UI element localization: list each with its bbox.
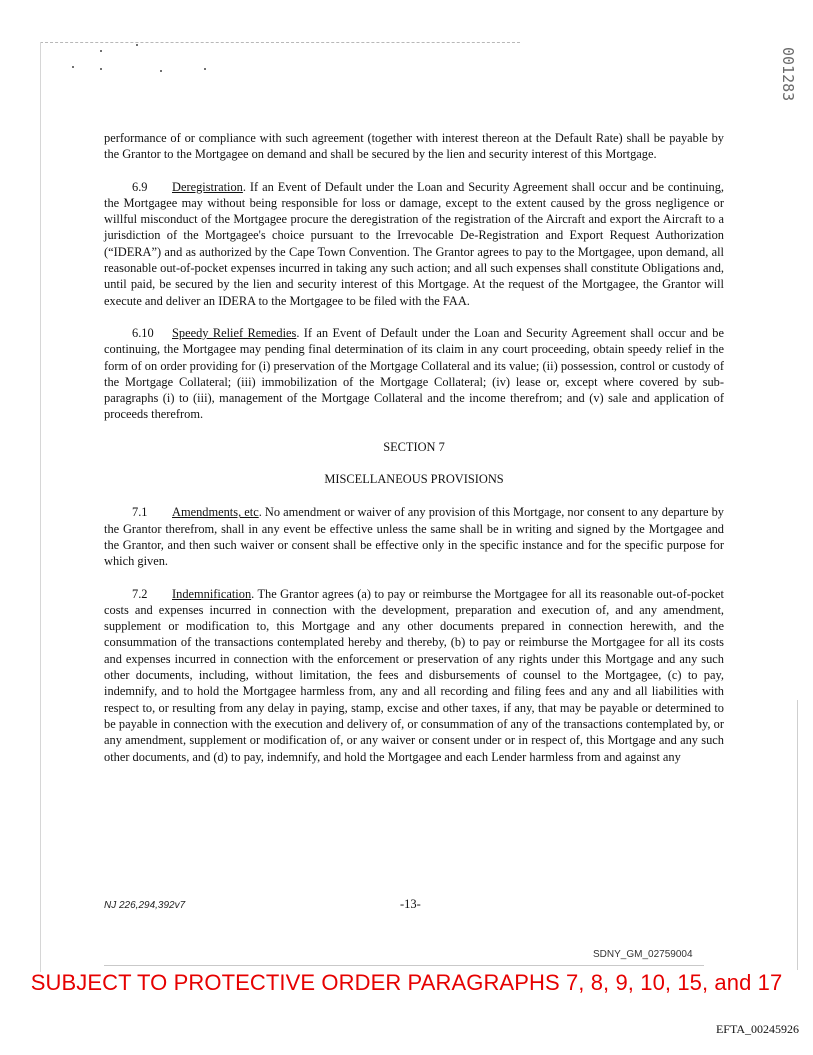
paragraph-7-2 (104, 586, 724, 765)
scan-speck (204, 68, 206, 70)
paragraph-continuation: performance of or compliance with such agreement (together with interest thereon at the Default Rate) shall be payable by the Grantor to the Mortgagee on demand and shall be secured by the lien and security interest of this Mortgage. (104, 131, 724, 162)
paragraph-text: . If an Event of Default under the Loan and Security Agreement shall occur and be continuing, the Mortgagee may pending final determination of its claim in any court proceeding, obtain speedy relief in the form of on order providing for (i) preservation of the Mortgage Collateral and its value; (ii) possession, control or custody of the Mortgage Collateral; (iii) immobilization of the Mortgage Collateral; (iv) lease or, except where covered by sub-paragraphs (i) to (iii), management of the Mortgage Collateral and the income therefrom; and (v) sale and application of proceeds therefrom. (104, 325, 724, 422)
side-page-stamp (776, 47, 800, 102)
scan-edge-top (40, 42, 520, 43)
scan-speck (100, 50, 102, 52)
scan-speck (72, 66, 74, 68)
paragraph-6-9 (104, 179, 724, 309)
document-body (104, 130, 724, 781)
bates-number: SDNY_GM_02759004 (593, 949, 693, 960)
section-heading-block (104, 439, 724, 488)
scan-edge-left (40, 42, 41, 972)
paragraph-6-10 (104, 325, 724, 423)
paragraph-text: . If an Event of Default under the Loan and Security Agreement shall occur and be continuing, the Mortgagee may without being responsible for loss or damage, except to the extent caused by the gross negligence or willful misconduct of the Mortgagee procure the deregistration of the registration of the Aircraft and export the Aircraft to a jurisdiction of the Mortgagee's choice pursuant to the Irrevocable De-Registration and Export Request Authorization (“IDERA”) and as authorized by the Cape Town Convention. The Grantor agrees to pay to the Mortgagee, upon demand, all reasonable out-of-pocket expenses incurred in taking any such action; and all such expenses shall constitute Obligations and, until paid, be secured by the lien and security interest of this Mortgage. At the request of the Mortgagee, the Grantor will execute and deliver an IDERA to the Mortgagee to be filed with the FAA. (104, 179, 724, 308)
paragraph-number: 6.9 (132, 179, 148, 194)
paragraph-number: 7.2 (132, 586, 148, 601)
paragraph-7-1 (104, 504, 724, 569)
paragraph-text: . No amendment or waiver of any provision of this Mortgage, nor consent to any departure by the Grantor therefrom, shall in any event be effective unless the same shall be in writing and signed by the Mortgagee and the Grantor, and then such waiver or consent shall be effective only in the specific instance and for the specific purpose for which given. (104, 505, 724, 569)
paragraph-number: 6.10 (132, 325, 154, 340)
paragraph-heading: Deregistration (172, 179, 243, 194)
paragraph-number: 7.1 (132, 505, 148, 520)
scan-speck (136, 44, 138, 46)
section-number: SECTION 7 (383, 439, 445, 454)
scan-edge-right (797, 700, 798, 970)
document-id: NJ 226,294,392v7 (104, 900, 186, 911)
paragraph-heading: Speedy Relief Remedies (172, 325, 297, 340)
efta-number: EFTA_00245926 (715, 1022, 799, 1036)
page-number: -13- (400, 897, 421, 911)
scan-speck (160, 70, 162, 72)
paragraph-heading: Amendments, etc (172, 505, 259, 520)
scan-speck (100, 68, 102, 70)
protective-order-notice: SUBJECT TO PROTECTIVE ORDER PARAGRAPHS 7, 8, 9, 10, 15, and 17 (30, 970, 783, 995)
side-page-stamp-text: 001283 (779, 47, 797, 102)
footer-rule (104, 965, 704, 966)
section-title: MISCELLANEOUS PROVISIONS (324, 472, 504, 487)
paragraph-heading: Indemnification (172, 586, 252, 601)
paragraph-text: . The Grantor agrees (a) to pay or reimburse the Mortgagee for all its reasonable out-of-pocket costs and expenses incurred in connection with the development, preparation and execution of, and any amendment, supplement or modification to, this Mortgage and any other documents prepared in connection herewith, and the consummation of the transactions contemplated hereby and thereby, (b) to pay or reimburse the Mortgagee for all its costs and expenses incurred in connection with the enforcement or preservation of any rights under this Mortgage and any such other documents, including, without limitation, the fees and disbursements of counsel to the Mortgagee, (c) to pay, indemnify, and to hold the Mortgagee harmless from, any and all recording and filing fees and any and all liabilities with respect to, or resulting from any delay in paying, stamp, excise and other taxes, if any, that may be payable or determined to be payable in connection with the execution and delivery of, or consummation of any of the transactions contemplated by, or any amendment, supplement or modification of, or any waiver or consent under or in respect of, this Mortgage and any such other documents, and (d) to pay, indemnify, and hold the Mortgagee and each Lender harmless from and against any (104, 586, 724, 764)
